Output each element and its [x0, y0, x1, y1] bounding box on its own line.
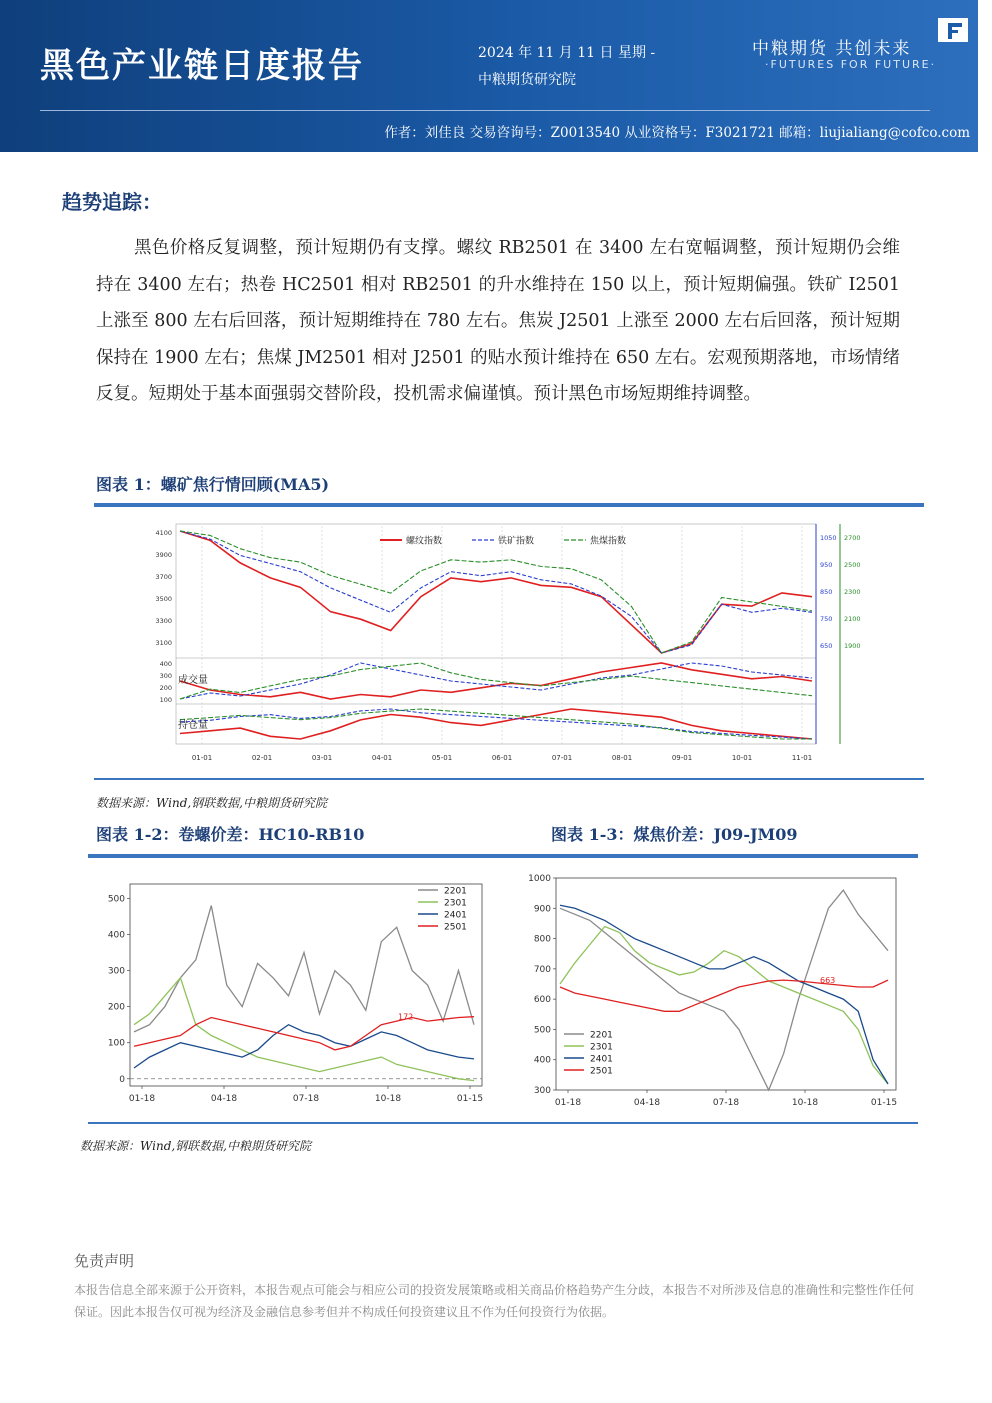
figure1-bottom-rule — [94, 778, 924, 780]
y-tick-label: 500 — [533, 1025, 551, 1036]
report-header — [0, 0, 978, 152]
y-right1-tick: 950 — [820, 561, 833, 569]
y-left-tick: 3300 — [155, 617, 172, 625]
y-tick-label: 700 — [533, 964, 551, 975]
x-tick-label: 03-01 — [311, 754, 333, 762]
x-tick-label: 04-18 — [210, 1094, 238, 1104]
x-tick-label: 07-18 — [712, 1098, 740, 1108]
disclaimer-text: 本报告信息全部来源于公开资料，本报告观点可能会与相应公司的投资发展策略或相关商品价格趋势产生分歧，本报告不对所涉及信息的准确性和完整性作任何保证。因此本报告仅可视为经济及金融信息参考但并不构成任何投资建议且不作为任何投资行为依据。 — [74, 1283, 915, 1319]
y-tick-label: 900 — [533, 904, 551, 915]
x-tick-label: 07-01 — [551, 754, 573, 762]
y-left-tick: 3500 — [155, 595, 172, 603]
brand-name: 中粮期货 共创未来 — [752, 39, 912, 59]
company-logo-icon — [938, 18, 968, 42]
legend-label: 铁矿指数 — [498, 536, 535, 547]
legend-label: 2201 — [444, 886, 467, 897]
x-tick-label: 08-01 — [611, 754, 633, 762]
legend-label: 2501 — [444, 922, 467, 933]
legend-label: 2201 — [590, 1030, 613, 1041]
y-right2-tick: 2500 — [844, 561, 861, 569]
y-tick-label: 200 — [107, 1002, 125, 1013]
x-tick-label: 01-01 — [191, 754, 213, 762]
brand-slogan: ·FUTURES FOR FUTURE· — [765, 58, 937, 71]
y-left-tick-volume: 200 — [159, 684, 172, 692]
legend-label: 螺纹指数 — [406, 536, 443, 547]
series-line-2501 — [560, 980, 888, 1011]
x-tick-label: 01-18 — [128, 1094, 156, 1104]
y-right1-tick: 750 — [820, 615, 833, 623]
y-right2-tick: 2100 — [844, 615, 861, 623]
x-tick-label: 07-18 — [292, 1094, 320, 1104]
report-title: 黑色产业链日度报告 — [40, 46, 364, 86]
y-left-tick: 3700 — [155, 573, 172, 581]
figure3-title: 图表 1-3：煤焦价差：J09-JM09 — [551, 825, 798, 844]
x-tick-label: 02-01 — [251, 754, 273, 762]
author-info: 作者：刘佳良 交易咨询号：Z0013540 从业资格号：F3021721 邮箱：liujialiang@cofco.com — [384, 125, 970, 141]
legend-label: 2301 — [590, 1042, 613, 1053]
y-tick-label: 300 — [107, 966, 125, 977]
y-right2-tick: 2300 — [844, 588, 861, 596]
y-right1-tick: 850 — [820, 588, 833, 596]
x-tick-label: 01-18 — [554, 1098, 582, 1108]
y-tick-label: 400 — [533, 1055, 551, 1066]
y-left-tick-volume: 100 — [159, 696, 172, 704]
figure1-source: 数据来源：Wind,钢联数据,中粮期货研究院 — [96, 796, 328, 810]
y-left-tick: 3100 — [155, 639, 172, 647]
figure2-top-rule — [88, 854, 918, 858]
open-interest-panel-label: 持仓量 — [178, 720, 208, 731]
figure1-chart — [140, 518, 861, 770]
series-line-2301 — [134, 978, 474, 1081]
x-tick-label: 04-01 — [371, 754, 393, 762]
report-date: 2024 年 11 月 11 日 星期 - — [478, 45, 656, 61]
figure2-source: 数据来源：Wind,钢联数据,中粮期货研究院 — [80, 1139, 312, 1153]
figure2-title: 图表 1-2：卷螺价差：HC10-RB10 — [96, 825, 365, 844]
x-tick-label: 11-01 — [791, 754, 813, 762]
x-tick-label: 10-01 — [731, 754, 753, 762]
y-tick-label: 100 — [107, 1038, 125, 1049]
x-tick-label: 10-18 — [374, 1094, 402, 1104]
figure1-title: 图表 1：螺矿焦行情回顾(MA5) — [96, 475, 330, 494]
y-tick-label: 600 — [533, 995, 551, 1006]
trend-section-title: 趋势追踪： — [62, 190, 162, 214]
legend-label: 焦煤指数 — [590, 536, 627, 547]
y-right1-tick: 1050 — [820, 534, 837, 542]
y-tick-label: 500 — [107, 894, 125, 905]
volume-panel-label: 成交量 — [178, 675, 208, 686]
x-tick-label: 05-01 — [431, 754, 453, 762]
legend-label: 2301 — [444, 898, 467, 909]
last-value-annotation: 172 — [398, 1012, 414, 1022]
trend-paragraph: 黑色价格反复调整，预计短期仍有支撑。螺纹 RB2501 在 3400 左右宽幅调整，预计短期仍会维持在 3400 左右；热卷 HC2501 相对 RB2501 的升水维持在 150 以上，预计短期偏强。铁矿 I2501 上涨至 800 左右后回落，预计短期维持在 780 左右。焦炭 J2501 上涨至 2000 左右后回落，预计短期保持在 1900 左右；焦煤 JM2501 相对 J2501 的贴水预计维持在 650 左右。宏观预期落地，市场情绪反复。短期处于基本面强弱交替阶段，投机需求偏谨慎。预计黑色市场短期维持调整。 — [96, 238, 900, 404]
y-tick-label: 0 — [119, 1074, 125, 1085]
x-tick-label: 10-18 — [791, 1098, 819, 1108]
spread-chart-j-jm — [524, 872, 904, 1108]
x-tick-label: 01-15 — [870, 1098, 898, 1108]
series-line-2401 — [134, 1025, 474, 1068]
y-left-tick: 4100 — [155, 529, 172, 537]
disclaimer-title: 免责声明 — [74, 1252, 135, 1270]
y-tick-label: 800 — [533, 934, 551, 945]
legend-label: 2501 — [590, 1066, 613, 1077]
header-divider — [40, 110, 930, 111]
series-line-2501 — [134, 1017, 474, 1050]
y-tick-label: 1000 — [528, 874, 551, 884]
y-tick-label: 400 — [107, 930, 125, 941]
spread-chart-hc-rb — [100, 876, 490, 1110]
y-right2-tick: 1900 — [844, 642, 861, 650]
y-right1-tick: 650 — [820, 642, 833, 650]
series-line-2201 — [134, 906, 474, 1032]
x-tick-label: 09-01 — [671, 754, 693, 762]
figure1-top-rule — [94, 503, 924, 507]
institute-name: 中粮期货研究院 — [478, 72, 576, 88]
x-tick-label: 04-18 — [633, 1098, 661, 1108]
legend-label: 2401 — [444, 910, 467, 921]
x-tick-label: 06-01 — [491, 754, 513, 762]
y-left-tick-volume: 400 — [159, 660, 172, 668]
y-right2-tick: 2700 — [844, 534, 861, 542]
x-tick-label: 01-15 — [456, 1094, 484, 1104]
y-left-tick: 3900 — [155, 551, 172, 559]
y-left-tick-volume: 300 — [159, 672, 172, 680]
legend-label: 2401 — [590, 1054, 613, 1065]
figure2-bottom-rule — [88, 1122, 918, 1124]
last-value-annotation: 663 — [820, 976, 836, 986]
y-tick-label: 300 — [533, 1086, 551, 1096]
